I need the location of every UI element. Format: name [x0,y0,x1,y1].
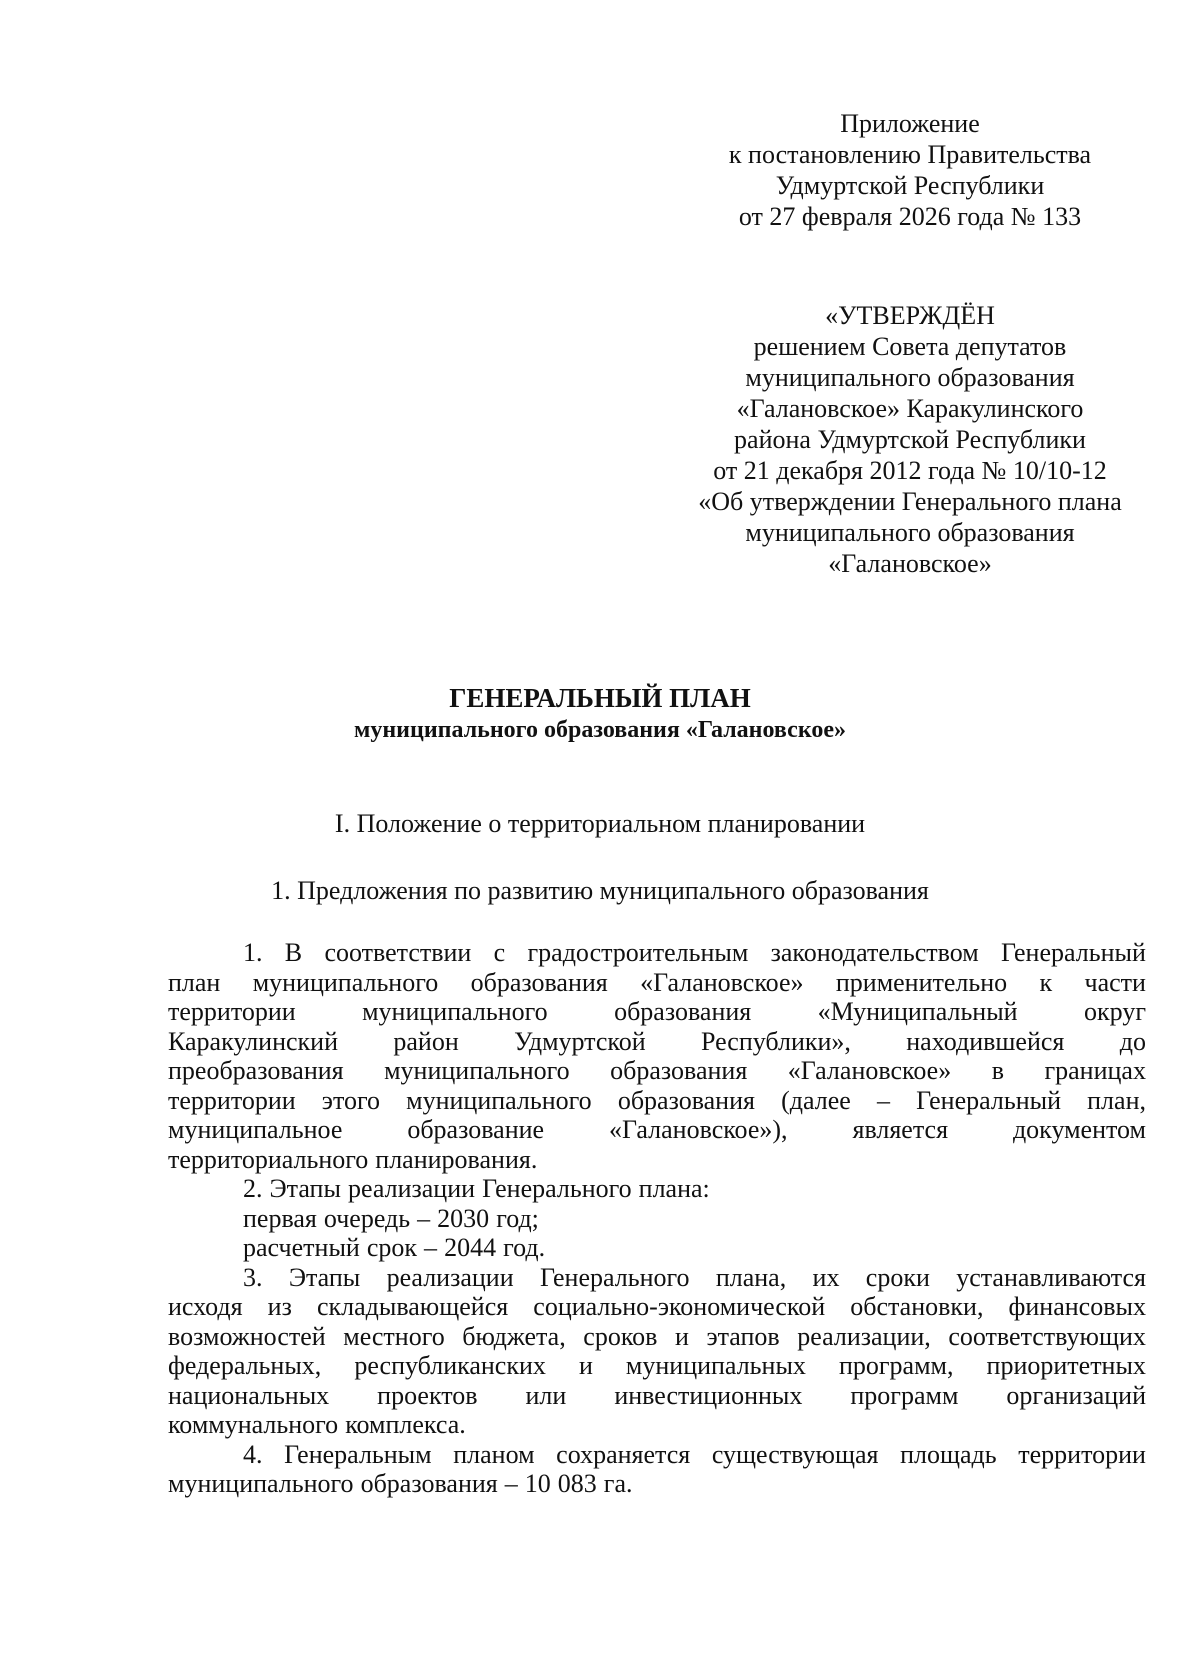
body-line: 1. В соответствии с градостроительным законодательством Генеральный [243,938,1146,967]
body-line: расчетный срок – 2044 год. [243,1233,546,1262]
approval-line: «УТВЕРЖДЁН [825,301,995,330]
body-line: Каракулинский район Удмуртской Республики», находившейся до [168,1026,1146,1056]
subsection-heading: 1. Предложения по развитию муниципального образования [271,876,929,905]
body-line: территориального планирования. [168,1144,538,1174]
body-line: коммунального комплекса. [168,1410,466,1439]
body-line: исходя из складывающейся социально-экономической обстановки, финансовых [168,1292,1146,1321]
body-line: 2. Этапы реализации Генерального плана: [243,1174,710,1203]
body-line: 3. Этапы реализации Генерального плана, их сроки устанавливаются [243,1262,1146,1292]
approval-line: «Галановское» Каракулинского [736,394,1084,423]
body-line: территории этого муниципального образования (далее – Генеральный план, [168,1085,1146,1115]
body-line: 4. Генеральным планом сохраняется существующая площадь территории [243,1439,1146,1469]
annex-line: Удмуртской Республики [775,171,1045,200]
section-heading: I. Положение о территориальном планировании [334,809,866,838]
body-line: муниципальное образование «Галановское»), является документом [168,1115,1146,1144]
approval-line: района Удмуртской Республики [734,425,1086,454]
body-line: национальных проектов или инвестиционных программ организаций [168,1380,1146,1410]
body-line: первая очередь – 2030 год; [243,1203,539,1233]
body-line: преобразования муниципального образования «Галановское» в границах [168,1056,1146,1085]
document-title: ГЕНЕРАЛЬНЫЙ ПЛАН [449,683,751,713]
body-line: муниципального образования – 10 083 га. [168,1469,633,1498]
body-line: территории муниципального образования «Муниципальный округ [168,997,1146,1026]
annex-line: к постановлению Правительства [728,140,1092,169]
approval-line: от 21 декабря 2012 года № 10/10-12 [713,456,1107,485]
body-text [168,938,1146,1499]
approval-line: муниципального образования [745,363,1075,392]
annex-line: от 27 февраля 2026 года № 133 [738,202,1082,231]
body-line: план муниципального образования «Галановское» применительно к части [168,967,1146,997]
body-line: возможностей местного бюджета, сроков и этапов реализации, соответствующих [168,1321,1146,1351]
approval-stamp-block [662,300,1158,579]
body-line: федеральных, республиканских и муниципальных программ, приоритетных [168,1351,1146,1380]
annex-block [690,108,1130,232]
annex-line: Приложение [840,109,980,138]
approval-line: «Галановское» [828,549,992,578]
approval-line: муниципального образования [745,518,1075,547]
approval-line: решением Совета депутатов [753,332,1067,361]
approval-line: «Об утверждении Генерального плана [698,487,1122,516]
document-subtitle: муниципального образования «Галановское» [354,717,846,743]
